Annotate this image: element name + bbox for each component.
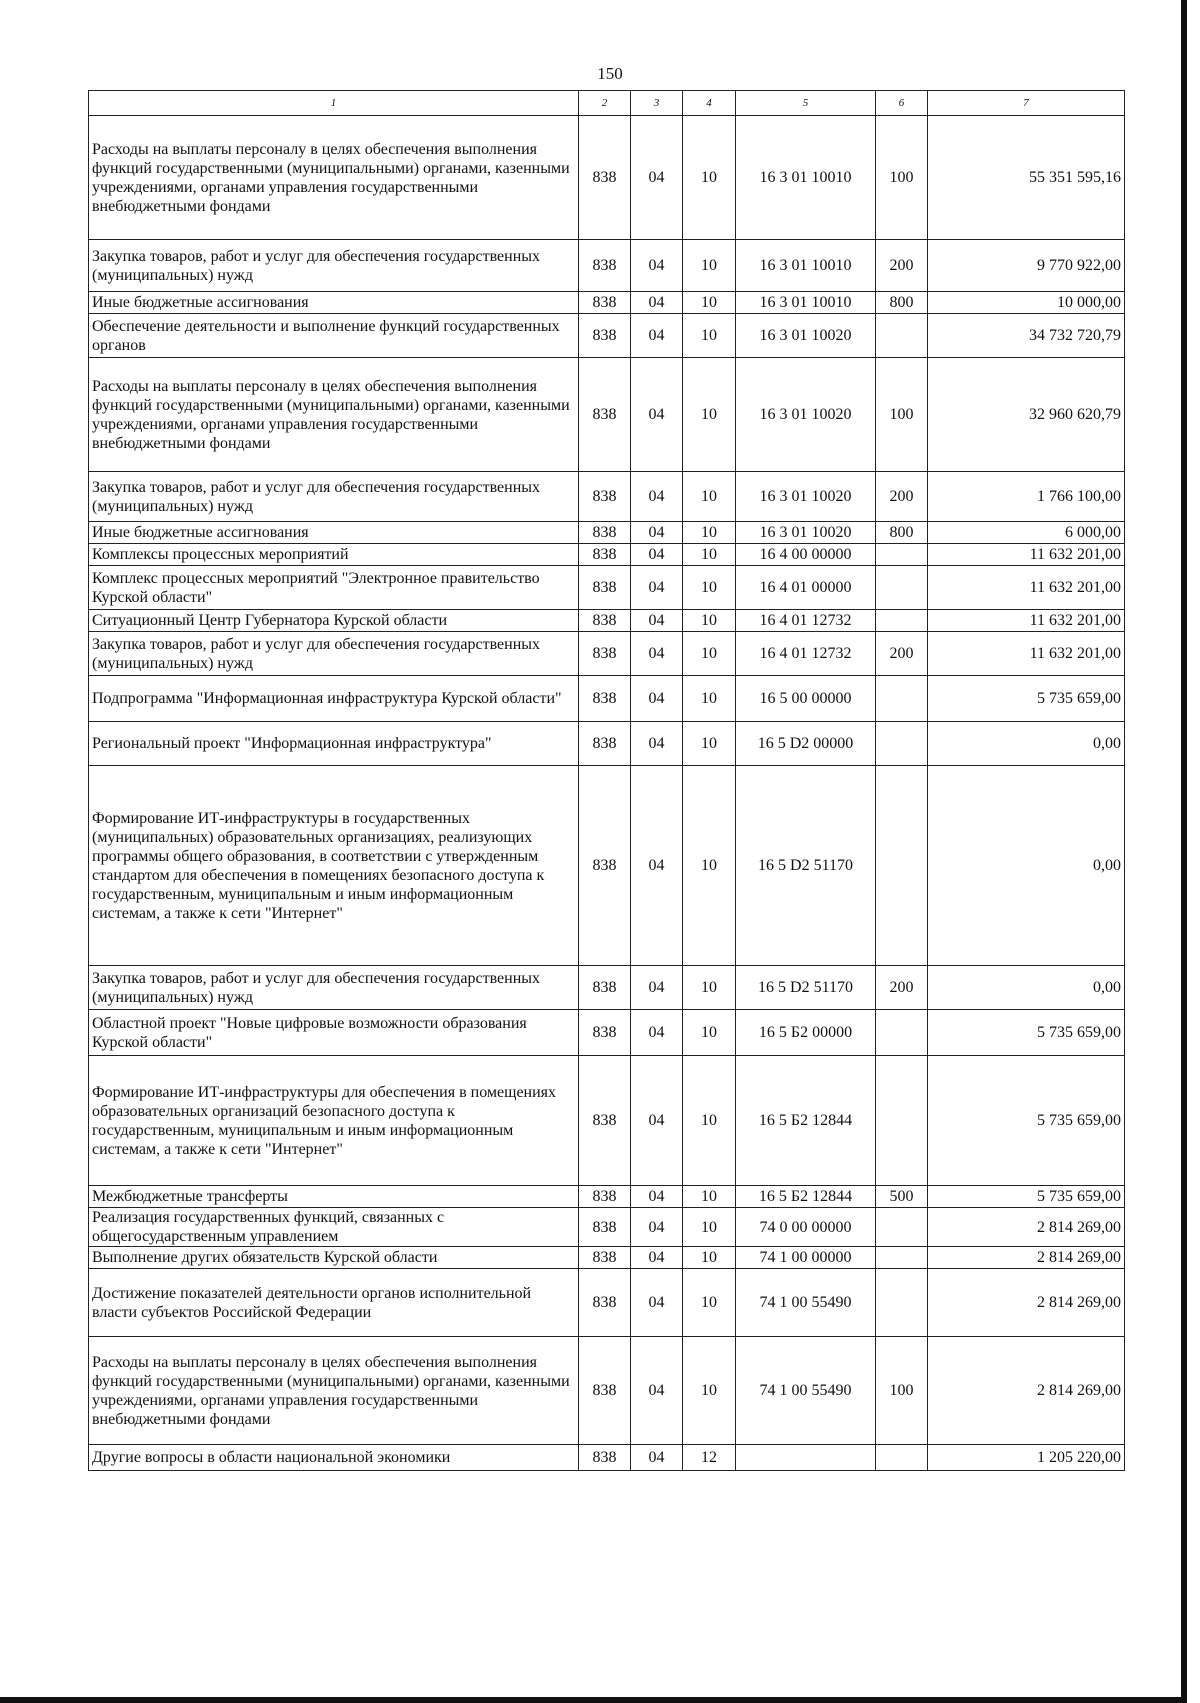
- table-row: [89, 522, 1125, 544]
- row-section: 04: [631, 610, 683, 632]
- row-section: 04: [631, 1208, 683, 1247]
- row-name: Региональный проект "Информационная инфраструктура": [89, 722, 579, 766]
- row-target-article: 16 5 Б2 12844: [736, 1056, 876, 1186]
- row-grbs-code: 838: [579, 1208, 631, 1247]
- budget-table: [88, 90, 1125, 1471]
- row-amount: 5 735 659,00: [928, 1186, 1125, 1208]
- table-body: [89, 116, 1125, 1471]
- row-name: Иные бюджетные ассигнования: [89, 292, 579, 314]
- row-expense-type: [876, 1269, 928, 1337]
- row-name: Расходы на выплаты персоналу в целях обеспечения выполнения функций государственными (муниципальными) органами, казенными учреждениями, органами управления государственными внебюджетными фондами: [89, 1337, 579, 1445]
- row-grbs-code: 838: [579, 632, 631, 676]
- row-grbs-code: 838: [579, 1247, 631, 1269]
- row-name: Другие вопросы в области национальной экономики: [89, 1445, 579, 1471]
- table-row: [89, 966, 1125, 1010]
- table-row: [89, 1208, 1125, 1247]
- row-section: 04: [631, 1247, 683, 1269]
- row-section: 04: [631, 1186, 683, 1208]
- row-expense-type: [876, 1247, 928, 1269]
- row-subsection: 12: [683, 1445, 736, 1471]
- row-subsection: 10: [683, 1010, 736, 1056]
- row-grbs-code: 838: [579, 766, 631, 966]
- table-row: [89, 544, 1125, 566]
- row-target-article: 74 1 00 00000: [736, 1247, 876, 1269]
- row-target-article: 74 0 00 00000: [736, 1208, 876, 1247]
- row-grbs-code: 838: [579, 1445, 631, 1471]
- row-target-article: 16 4 01 12732: [736, 632, 876, 676]
- row-section: 04: [631, 1010, 683, 1056]
- column-header: 1: [89, 91, 579, 116]
- row-target-article: 16 5 D2 00000: [736, 722, 876, 766]
- row-amount: 5 735 659,00: [928, 676, 1125, 722]
- page-number: 150: [597, 64, 623, 83]
- row-grbs-code: 838: [579, 1337, 631, 1445]
- row-expense-type: [876, 1056, 928, 1186]
- row-name: Реализация государственных функций, связанных с общегосударственным управлением: [89, 1208, 579, 1247]
- table-row: [89, 472, 1125, 522]
- table-row: [89, 116, 1125, 240]
- row-section: 04: [631, 522, 683, 544]
- table-row: [89, 240, 1125, 292]
- row-subsection: 10: [683, 610, 736, 632]
- row-grbs-code: 838: [579, 966, 631, 1010]
- row-subsection: 10: [683, 1337, 736, 1445]
- row-expense-type: [876, 766, 928, 966]
- row-section: 04: [631, 544, 683, 566]
- row-target-article: 16 4 01 12732: [736, 610, 876, 632]
- row-name: Закупка товаров, работ и услуг для обеспечения государственных (муниципальных) нужд: [89, 632, 579, 676]
- row-amount: 0,00: [928, 722, 1125, 766]
- row-name: Закупка товаров, работ и услуг для обеспечения государственных (муниципальных) нужд: [89, 240, 579, 292]
- row-grbs-code: 838: [579, 1010, 631, 1056]
- row-amount: 1 205 220,00: [928, 1445, 1125, 1471]
- row-subsection: 10: [683, 1269, 736, 1337]
- row-grbs-code: 838: [579, 676, 631, 722]
- row-section: 04: [631, 566, 683, 610]
- row-name: Областной проект "Новые цифровые возможности образования Курской области": [89, 1010, 579, 1056]
- row-expense-type: 800: [876, 522, 928, 544]
- row-name: Иные бюджетные ассигнования: [89, 522, 579, 544]
- row-grbs-code: 838: [579, 566, 631, 610]
- row-expense-type: 100: [876, 1337, 928, 1445]
- row-expense-type: 200: [876, 632, 928, 676]
- row-amount: 5 735 659,00: [928, 1056, 1125, 1186]
- row-amount: 9 770 922,00: [928, 240, 1125, 292]
- row-subsection: 10: [683, 544, 736, 566]
- row-target-article: 16 4 00 00000: [736, 544, 876, 566]
- row-subsection: 10: [683, 314, 736, 358]
- row-target-article: 16 3 01 10020: [736, 314, 876, 358]
- table-row: [89, 292, 1125, 314]
- row-amount: 11 632 201,00: [928, 610, 1125, 632]
- row-amount: 1 766 100,00: [928, 472, 1125, 522]
- row-expense-type: 100: [876, 358, 928, 472]
- row-target-article: 16 3 01 10020: [736, 472, 876, 522]
- row-subsection: 10: [683, 676, 736, 722]
- row-expense-type: [876, 610, 928, 632]
- table-row: [89, 1247, 1125, 1269]
- row-name: Закупка товаров, работ и услуг для обеспечения государственных (муниципальных) нужд: [89, 966, 579, 1010]
- row-target-article: 16 3 01 10020: [736, 358, 876, 472]
- row-expense-type: [876, 722, 928, 766]
- row-expense-type: [876, 566, 928, 610]
- row-target-article: 16 5 Б2 00000: [736, 1010, 876, 1056]
- row-grbs-code: 838: [579, 116, 631, 240]
- row-expense-type: [876, 676, 928, 722]
- row-grbs-code: 838: [579, 472, 631, 522]
- row-grbs-code: 838: [579, 522, 631, 544]
- row-grbs-code: 838: [579, 1186, 631, 1208]
- row-section: 04: [631, 358, 683, 472]
- table-row: [89, 1186, 1125, 1208]
- row-expense-type: [876, 1208, 928, 1247]
- row-amount: 32 960 620,79: [928, 358, 1125, 472]
- row-target-article: 16 3 01 10010: [736, 240, 876, 292]
- row-expense-type: [876, 1010, 928, 1056]
- row-amount: 0,00: [928, 966, 1125, 1010]
- scan-edge-bottom: [0, 1697, 1187, 1703]
- row-subsection: 10: [683, 766, 736, 966]
- column-header: 7: [928, 91, 1125, 116]
- row-grbs-code: 838: [579, 610, 631, 632]
- row-target-article: 74 1 00 55490: [736, 1269, 876, 1337]
- row-expense-type: [876, 1445, 928, 1471]
- row-target-article: 16 3 01 10020: [736, 522, 876, 544]
- row-section: 04: [631, 676, 683, 722]
- row-target-article: 16 4 01 00000: [736, 566, 876, 610]
- row-expense-type: [876, 314, 928, 358]
- table-row: [89, 1269, 1125, 1337]
- row-subsection: 10: [683, 966, 736, 1010]
- row-name: Комплексы процессных мероприятий: [89, 544, 579, 566]
- table-row: [89, 1056, 1125, 1186]
- row-name: Межбюджетные трансферты: [89, 1186, 579, 1208]
- table-row: [89, 566, 1125, 610]
- row-subsection: 10: [683, 240, 736, 292]
- row-amount: 55 351 595,16: [928, 116, 1125, 240]
- row-target-article: 74 1 00 55490: [736, 1337, 876, 1445]
- column-header: 6: [876, 91, 928, 116]
- row-amount: 2 814 269,00: [928, 1269, 1125, 1337]
- row-amount: 5 735 659,00: [928, 1010, 1125, 1056]
- row-subsection: 10: [683, 566, 736, 610]
- row-amount: 11 632 201,00: [928, 632, 1125, 676]
- row-subsection: 10: [683, 1056, 736, 1186]
- table-row: [89, 766, 1125, 966]
- table-row: [89, 1010, 1125, 1056]
- row-section: 04: [631, 632, 683, 676]
- row-target-article: 16 5 Б2 12844: [736, 1186, 876, 1208]
- table-row: [89, 722, 1125, 766]
- row-amount: 11 632 201,00: [928, 566, 1125, 610]
- row-target-article: 16 5 D2 51170: [736, 766, 876, 966]
- row-subsection: 10: [683, 1186, 736, 1208]
- row-section: 04: [631, 1269, 683, 1337]
- column-number-row: [89, 91, 1125, 116]
- row-subsection: 10: [683, 472, 736, 522]
- row-amount: 2 814 269,00: [928, 1337, 1125, 1445]
- row-grbs-code: 838: [579, 314, 631, 358]
- row-amount: 34 732 720,79: [928, 314, 1125, 358]
- row-expense-type: 200: [876, 240, 928, 292]
- row-name: Обеспечение деятельности и выполнение функций государственных органов: [89, 314, 579, 358]
- column-header: 4: [683, 91, 736, 116]
- row-amount: 10 000,00: [928, 292, 1125, 314]
- row-expense-type: 500: [876, 1186, 928, 1208]
- row-subsection: 10: [683, 1247, 736, 1269]
- table-row: [89, 358, 1125, 472]
- row-section: 04: [631, 1445, 683, 1471]
- row-grbs-code: 838: [579, 1056, 631, 1186]
- row-amount: 6 000,00: [928, 522, 1125, 544]
- row-name: Расходы на выплаты персоналу в целях обеспечения выполнения функций государственными (муниципальными) органами, казенными учреждениями, органами управления государственными внебюджетными фондами: [89, 116, 579, 240]
- row-name: Закупка товаров, работ и услуг для обеспечения государственных (муниципальных) нужд: [89, 472, 579, 522]
- row-target-article: 16 5 D2 51170: [736, 966, 876, 1010]
- row-expense-type: 200: [876, 966, 928, 1010]
- row-subsection: 10: [683, 358, 736, 472]
- row-grbs-code: 838: [579, 240, 631, 292]
- row-subsection: 10: [683, 722, 736, 766]
- row-section: 04: [631, 314, 683, 358]
- row-name: Расходы на выплаты персоналу в целях обеспечения выполнения функций государственными (муниципальными) органами, казенными учреждениями, органами управления государственными внебюджетными фондами: [89, 358, 579, 472]
- row-name: Достижение показателей деятельности органов исполнительной власти субъектов Российской Федерации: [89, 1269, 579, 1337]
- row-expense-type: 800: [876, 292, 928, 314]
- table-row: [89, 610, 1125, 632]
- row-target-article: 16 3 01 10010: [736, 292, 876, 314]
- row-grbs-code: 838: [579, 292, 631, 314]
- table-row: [89, 632, 1125, 676]
- row-section: 04: [631, 1056, 683, 1186]
- row-subsection: 10: [683, 116, 736, 240]
- row-grbs-code: 838: [579, 358, 631, 472]
- row-subsection: 10: [683, 1208, 736, 1247]
- row-expense-type: 200: [876, 472, 928, 522]
- row-target-article: 16 3 01 10010: [736, 116, 876, 240]
- table-row: [89, 1445, 1125, 1471]
- scan-edge-right: [1181, 0, 1187, 1703]
- row-expense-type: [876, 544, 928, 566]
- row-section: 04: [631, 722, 683, 766]
- row-target-article: [736, 1445, 876, 1471]
- row-grbs-code: 838: [579, 722, 631, 766]
- column-header: 5: [736, 91, 876, 116]
- row-section: 04: [631, 116, 683, 240]
- row-amount: 11 632 201,00: [928, 544, 1125, 566]
- row-amount: 2 814 269,00: [928, 1247, 1125, 1269]
- row-grbs-code: 838: [579, 1269, 631, 1337]
- row-amount: 2 814 269,00: [928, 1208, 1125, 1247]
- row-grbs-code: 838: [579, 544, 631, 566]
- column-header: 2: [579, 91, 631, 116]
- row-name: Формирование ИТ-инфраструктуры в государственных (муниципальных) образовательных организациях, реализующих программы общего образования, в соответствии с утвержденным стандартом для обеспечения в помещениях безопасного доступа к государственным, муниципальным и иным информационным системам, а также к сети "Интернет": [89, 766, 579, 966]
- row-name: Подпрограмма "Информационная инфраструктура Курской области": [89, 676, 579, 722]
- row-subsection: 10: [683, 292, 736, 314]
- row-name: Формирование ИТ-инфраструктуры для обеспечения в помещениях образовательных организаций безопасного доступа к государственным, муниципальным и иным информационным системам, а также к сети "Интернет": [89, 1056, 579, 1186]
- row-section: 04: [631, 966, 683, 1010]
- row-name: Выполнение других обязательств Курской области: [89, 1247, 579, 1269]
- row-section: 04: [631, 1337, 683, 1445]
- row-name: Ситуационный Центр Губернатора Курской области: [89, 610, 579, 632]
- row-section: 04: [631, 240, 683, 292]
- table-row: [89, 314, 1125, 358]
- row-expense-type: 100: [876, 116, 928, 240]
- table-row: [89, 676, 1125, 722]
- row-section: 04: [631, 766, 683, 966]
- row-subsection: 10: [683, 632, 736, 676]
- column-header: 3: [631, 91, 683, 116]
- row-amount: 0,00: [928, 766, 1125, 966]
- row-section: 04: [631, 472, 683, 522]
- table-row: [89, 1337, 1125, 1445]
- row-target-article: 16 5 00 00000: [736, 676, 876, 722]
- row-subsection: 10: [683, 522, 736, 544]
- row-name: Комплекс процессных мероприятий "Электронное правительство Курской области": [89, 566, 579, 610]
- row-section: 04: [631, 292, 683, 314]
